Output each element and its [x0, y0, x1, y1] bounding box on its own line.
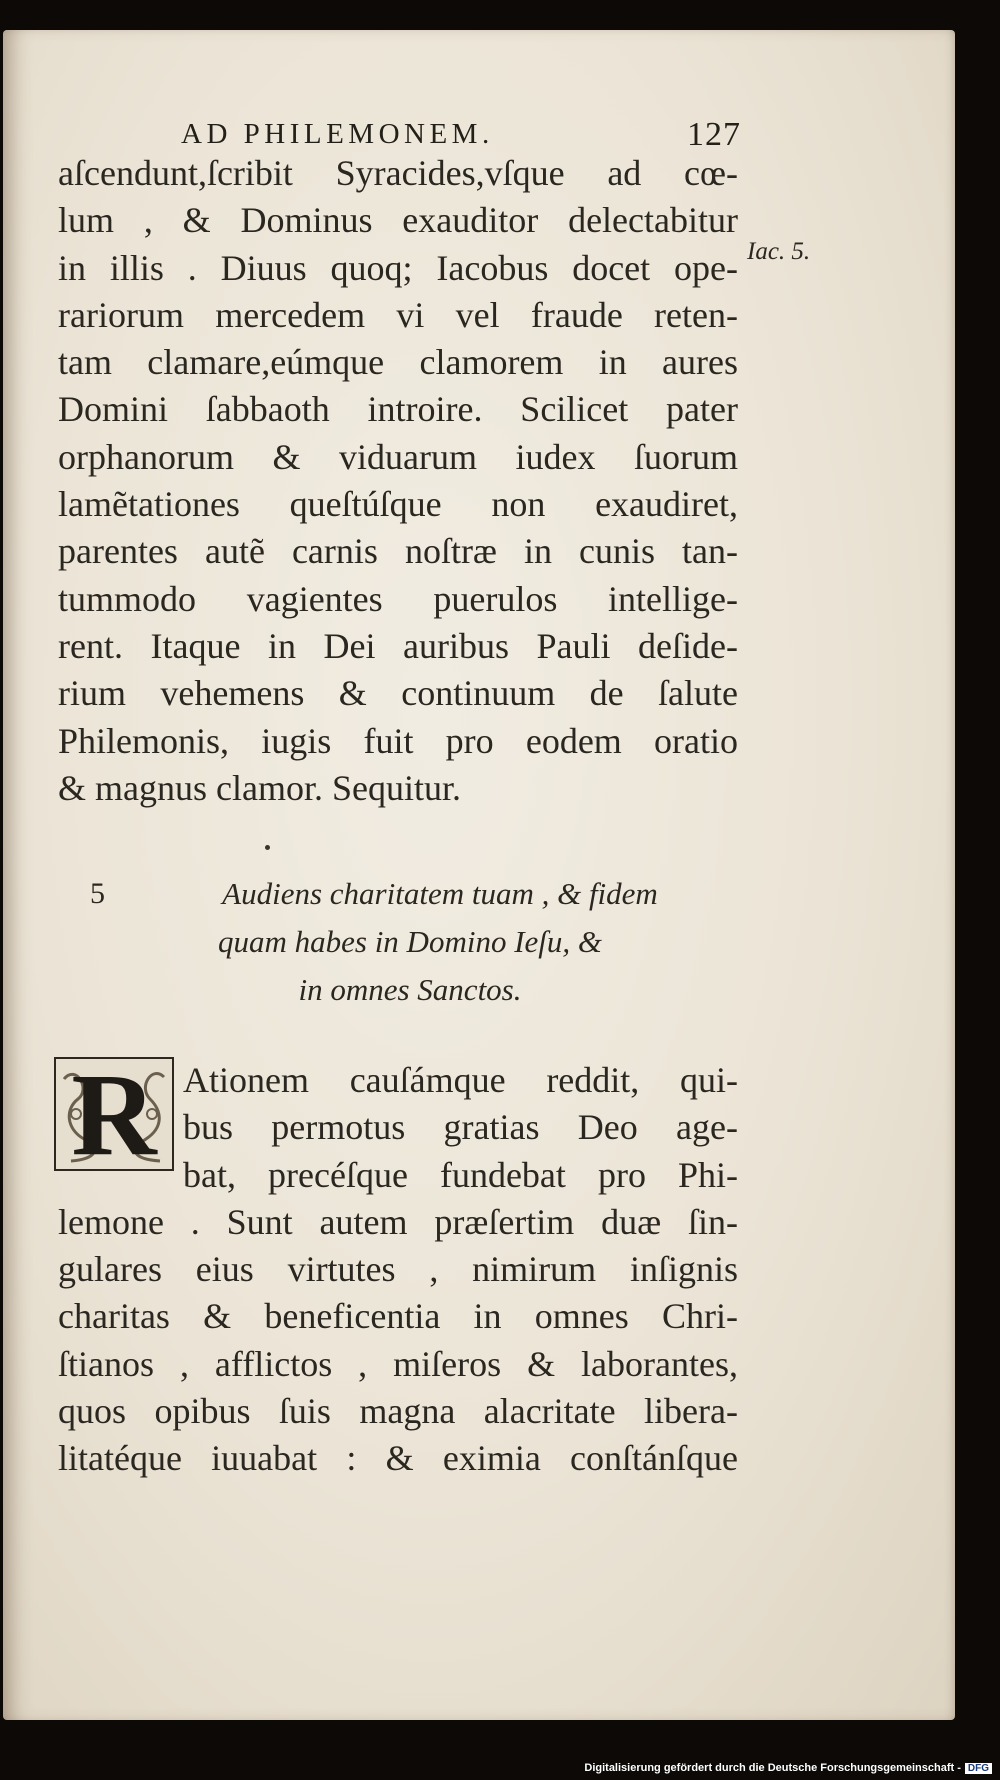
text-line: litatéque iuuabat : & eximia conſtánſque: [58, 1438, 738, 1479]
text-line: gulares eius virtutes , nimirum inſignis: [58, 1249, 738, 1290]
page-number: 127: [687, 116, 741, 153]
text-line: charitas & beneficentia in omnes Chri-: [58, 1296, 738, 1337]
text-line: quos opibus ſuis magna alacritate libera-: [58, 1391, 738, 1432]
verse-block: [60, 870, 760, 1014]
text-line: parentes autẽ carnis noſtræ in cunis tan-: [58, 531, 738, 572]
verse-number: 5: [90, 877, 105, 910]
margin-note: Iac. 5.: [747, 238, 811, 265]
text-line: & magnus clamor. Sequitur.: [58, 767, 461, 808]
text-line: rium vehemens & continuum de ſalute: [58, 673, 738, 714]
verse-line: Audiens charitatem tuam , & fidem: [222, 876, 658, 911]
digitization-credit: [584, 1762, 992, 1774]
paragraph-1: [58, 150, 738, 812]
text-line: bat, precéſque fundebat pro Phi-: [183, 1154, 738, 1195]
text-line: Ationem cauſámque reddit, qui-: [183, 1060, 738, 1100]
text-line: aſcendunt,ſcribit Syracides,vſque ad cœ-: [58, 153, 738, 193]
text-line: rariorum mercedem vi vel fraude reten-: [58, 294, 738, 335]
text-line: tummodo vagientes puerulos intellige-: [58, 578, 738, 619]
verse-line: quam habes in Domino Ieſu, &: [217, 924, 603, 959]
text-line: Domini ſabbaoth introire. Scilicet pater: [58, 389, 738, 430]
text-line: lum , & Dominus exauditor delectabitur: [58, 200, 738, 241]
paragraph-2: [58, 1049, 738, 1483]
dropcap-letter: R: [71, 1049, 157, 1180]
text-line: bus permotus gratias Deo age-: [183, 1107, 738, 1148]
running-head-title: AD PHILEMONEM.: [181, 118, 494, 150]
text-line: Philemonis, iugis fuit pro eodem oratio: [58, 720, 738, 761]
text-line: in illis . Diuus quoq; Iacobus docet ope-: [58, 247, 738, 288]
ornament-dot: [265, 845, 270, 850]
credit-text: Digitalisierung gefördert durch die Deutsche Forschungsgemeinschaft -: [584, 1762, 961, 1774]
text-line: ſtianos , afflictos , miſeros & laborantes,: [58, 1343, 738, 1384]
verse-line: in omnes Sanctos.: [298, 972, 522, 1007]
text-line: orphanorum & viduarum iudex ſuorum: [58, 436, 738, 477]
text-line: lemone . Sunt autem præſertim duæ ſin-: [58, 1201, 738, 1242]
text-line: lamẽtationes queſtúſque non exaudiret,: [58, 484, 738, 525]
text-line: tam clamare,eúmque clamorem in aures: [58, 342, 738, 383]
text-line: rent. Itaque in Dei auribus Pauli deſide-: [58, 625, 738, 666]
dfg-logo: DFG: [965, 1763, 992, 1774]
